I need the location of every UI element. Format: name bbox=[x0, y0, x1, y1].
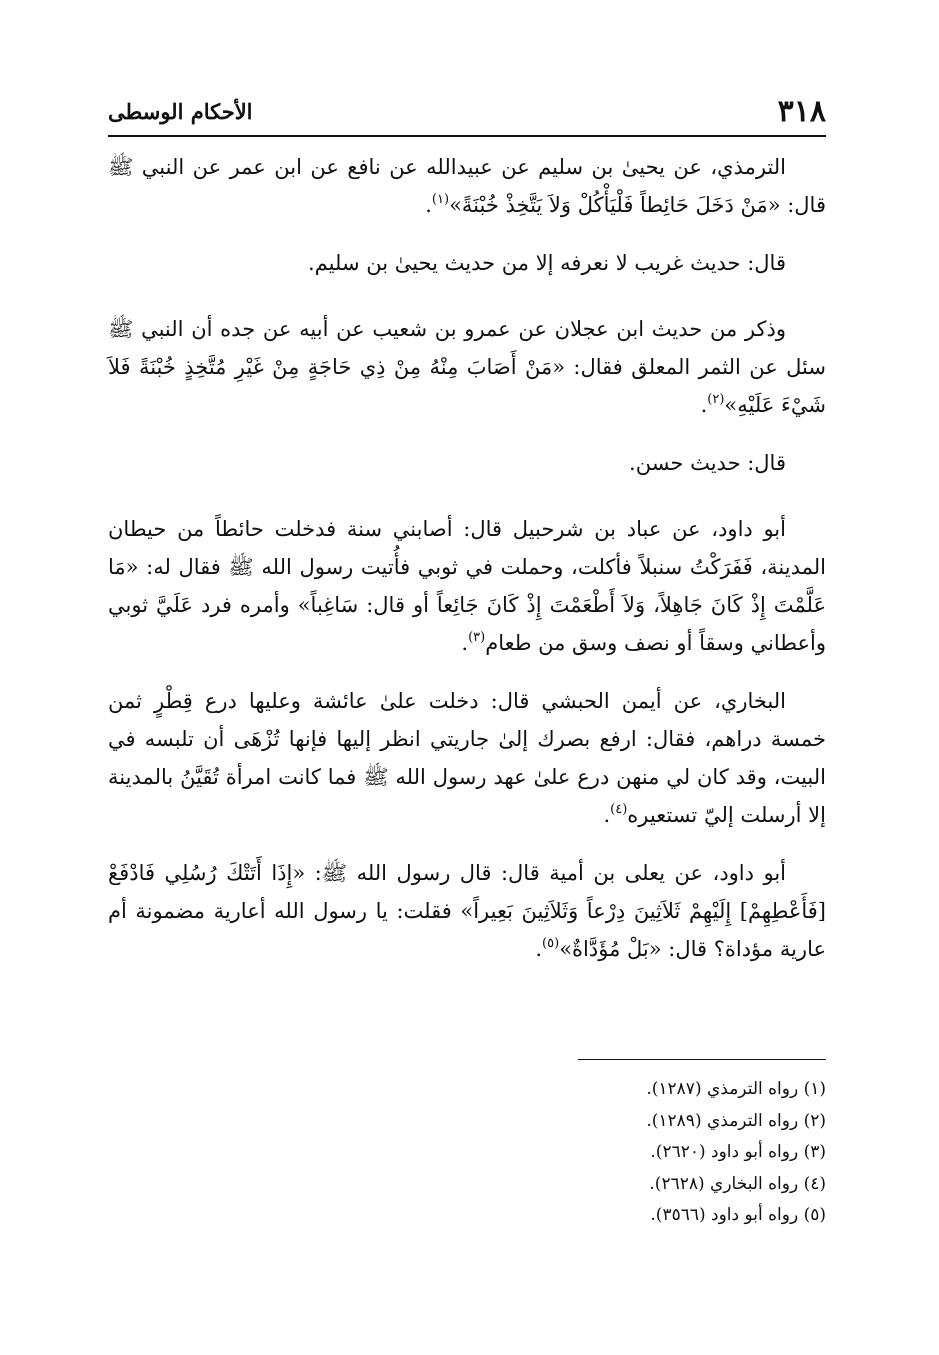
paragraph-grading-hasan bbox=[108, 444, 826, 482]
paragraph-end: . bbox=[535, 937, 543, 961]
paragraph-end: . bbox=[425, 193, 432, 217]
footnote-4: (٤) رواه البخاري (٢٦٢٨). bbox=[649, 1173, 826, 1194]
footnote-ref: (١) bbox=[431, 192, 450, 207]
paragraph-tirmidhi-hadith bbox=[108, 148, 826, 224]
page-number: ٣١٨ bbox=[777, 94, 826, 129]
paragraph-text: قال: حديث غريب لا نعرفه إلا من حديث يحيىٰ بن سليم. bbox=[308, 251, 786, 275]
main-text bbox=[108, 148, 826, 988]
footnote-1: (١) رواه الترمذي (١٢٨٧). bbox=[646, 1079, 826, 1099]
paragraph-text: أبو داود، عن عباد بن شرحبيل قال: أصابني سنة فدخلت حائطاً من حيطان المدينة، فَفَرَكْتُ سنبلاً فأكلت، وحملت في ثوبي فأُتيت رسول الله ﷺ فقال له: «مَا عَلَّمْتَ إِذْ كَانَ جَاهِلاً، وَلاَ أَطْعَمْتَ إِذْ كَانَ جَائِعاً أو قال: سَاغِباً» وأمره فرد عَلَيَّ ثوبي وأعطاني وسقاً أو نصف وسق من طعام bbox=[108, 517, 827, 655]
footnote-ref: (٢) bbox=[707, 392, 725, 407]
footnotes bbox=[300, 1074, 826, 1232]
paragraph-text: أبو داود، عن يعلى بن أمية قال: قال رسول الله ﷺ: «إِذَا أَتَتْكَ رُسُلِي فَادْفَعْ [فَأَعْطِهِمْ] إِلَيْهِمْ ثَلاَثِينَ دِرْعاً وَثَلاَثِينَ بَعِيراً» فقلت: يا رسول الله أعارية مضمونة أم عارية مؤداة؟ قال: «بَلْ مُؤَدَّاةٌ» bbox=[108, 861, 826, 961]
footnote-3: (٣) رواه أبو داود (٢٦٢٠). bbox=[650, 1142, 826, 1162]
paragraph-text: الترمذي، عن يحيىٰ بن سليم عن عبيدالله عن نافع عن ابن عمر عن النبي ﷺ قال: «مَنْ دَخَلَ حَائِطاً فَلْيَأْكُلْ وَلاَ يَتَّخِذْ خُبْنَةً» bbox=[108, 155, 826, 217]
paragraph-bukhari-ayman bbox=[108, 682, 826, 834]
paragraph-ibn-ajlan-hadith bbox=[108, 310, 826, 424]
footnote-separator bbox=[578, 1059, 826, 1060]
footnote-ref: (٤) bbox=[610, 802, 628, 817]
running-title: الأحكام الوسطى bbox=[108, 99, 253, 124]
header-rule bbox=[108, 135, 826, 137]
paragraph-text: قال: حديث حسن. bbox=[629, 451, 786, 475]
footnote-2: (٢) رواه الترمذي (١٢٨٩). bbox=[646, 1110, 826, 1131]
footnote-ref: (٥) bbox=[542, 936, 560, 951]
paragraph-abu-dawud-abbad bbox=[108, 510, 826, 662]
paragraph-end: . bbox=[461, 631, 469, 655]
paragraph-text: البخاري، عن أيمن الحبشي قال: دخلت علىٰ عائشة وعليها درع قِطْرٍ ثمن خمسة دراهم، فقال: ارفع بصرك إلىٰ جاريتي انظر إليها فإنها تُزْهَى أن تلبسه في البيت، وقد كان لي منهن درع علىٰ عهد رسول الله ﷺ فما كانت امرأة تُقَيَّنُ بالمدينة إلا أرسلت إليّ تستعيره bbox=[108, 689, 826, 827]
page-header bbox=[108, 92, 826, 132]
paragraph-text: وذكر من حديث ابن عجلان عن عمرو بن شعيب عن أبيه عن جده أن النبي ﷺ سئل عن الثمر المعلق فقال: «مَنْ أَصَابَ مِنْهُ مِنْ ذِي حَاجَةٍ مِنْ غَيْرِ مُتَّخِذٍ خُبْنَةً فَلاَ شَيْءَ عَلَيْهِ» bbox=[108, 317, 826, 417]
footnote-ref: (٣) bbox=[468, 630, 486, 645]
paragraph-end: . bbox=[700, 393, 708, 417]
paragraph-grading-gharib bbox=[108, 244, 826, 282]
paragraph-abu-dawud-yala bbox=[108, 854, 826, 968]
paragraph-end: . bbox=[603, 803, 611, 827]
footnote-5: (٥) رواه أبو داود (٣٥٦٦). bbox=[650, 1205, 826, 1225]
